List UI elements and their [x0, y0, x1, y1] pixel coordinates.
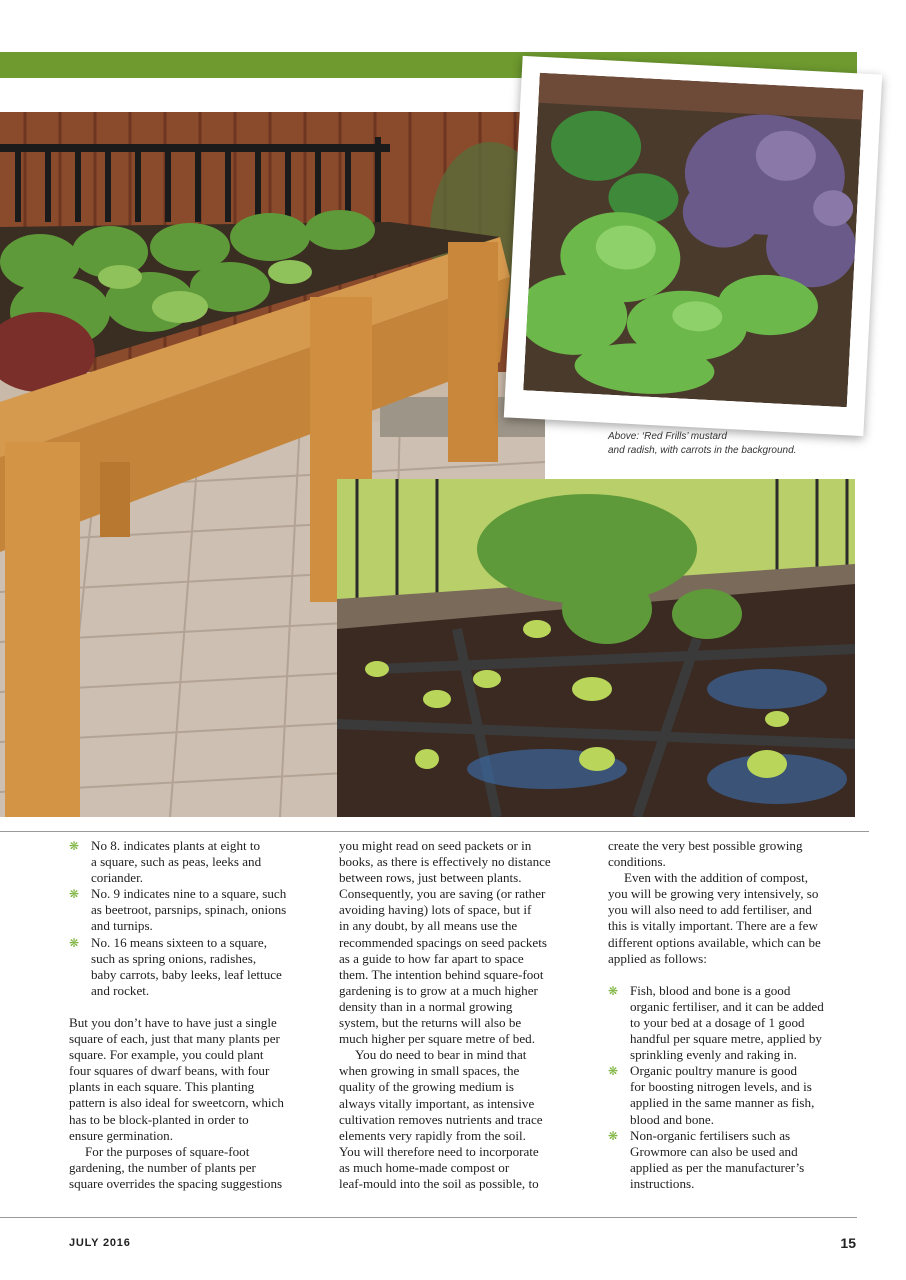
- text-line: system, but the returns will also be: [339, 1015, 522, 1031]
- photo-caption: [608, 430, 848, 458]
- text-line: this is vitally important. There are a few: [608, 918, 818, 934]
- text-line: you might read on seed packets or in: [339, 838, 532, 853]
- text-line: four squares of dwarf beans, with four: [69, 1063, 270, 1079]
- text-line: square of each, just that many plants per: [69, 1031, 280, 1047]
- text-line: No 8. indicates plants at eight to: [91, 838, 261, 853]
- asterisk-flower-icon: ❋: [69, 839, 80, 853]
- top-divider: [0, 831, 869, 832]
- bullet-item: [69, 935, 325, 999]
- paragraph: [339, 1047, 597, 1192]
- text-line: in any doubt, by all means use the: [339, 918, 518, 934]
- text-line: No. 16 means sixteen to a square,: [91, 934, 267, 950]
- text-line: Even with the addition of compost,: [624, 870, 809, 886]
- text-line: different options available, which can be: [608, 934, 821, 950]
- text-line: much higher per square metre of bed.: [339, 1031, 535, 1047]
- text-line: always vitally important, as intensive: [339, 1095, 535, 1111]
- text-line: has to be block-planted in order to: [69, 1111, 249, 1127]
- bullet-item: [608, 983, 860, 1063]
- text-line: coriander.: [91, 870, 143, 886]
- text-column-2: [339, 838, 597, 1192]
- caption-line: Above: ‘Red Frills’ mustard: [608, 431, 727, 442]
- text-line: density than in a normal growing: [339, 998, 513, 1014]
- asterisk-flower-icon: ❋: [69, 887, 80, 902]
- text-line: you will be growing very intensively, so: [608, 886, 819, 902]
- text-line: square. For example, you could plant: [69, 1047, 264, 1063]
- bullet-item: [69, 886, 325, 934]
- text-column-3: [608, 838, 860, 1192]
- text-line: sprinkling evenly and raking in.: [630, 1047, 797, 1063]
- text-line: leaf-mould into the soil as possible, to: [339, 1175, 539, 1191]
- text-line: For the purposes of square-foot: [85, 1143, 250, 1159]
- text-line: as beetroot, parsnips, spinach, onions: [91, 902, 287, 918]
- text-line: Consequently, you are saving (or rather: [339, 886, 546, 902]
- text-line: when growing in small spaces, the: [339, 1063, 520, 1079]
- text-line: and turnips.: [91, 918, 153, 934]
- paragraph: [339, 838, 597, 1047]
- text-line: books, as there is effectively no distance: [339, 854, 551, 870]
- text-line: You do need to bear in mind that: [355, 1047, 527, 1063]
- text-line: baby carrots, baby leeks, leaf lettuce: [91, 966, 282, 982]
- text-line: applied as follows:: [608, 950, 707, 966]
- text-line: between rows, just between plants.: [339, 870, 522, 886]
- asterisk-flower-icon: ❋: [608, 1128, 619, 1143]
- issue-date: JULY 2016: [69, 1237, 131, 1249]
- text-line: gardening is to grow at a much higher: [339, 982, 538, 998]
- text-line: applied as per the manufacturer’s: [630, 1159, 805, 1175]
- text-line: Non-organic fertilisers such as: [630, 1127, 791, 1143]
- text-line: elements very rapidly from the soil.: [339, 1127, 526, 1143]
- text-line: Fish, blood and bone is a good: [630, 982, 791, 998]
- text-line: for boosting nitrogen levels, and is: [630, 1079, 812, 1095]
- text-line: organic fertiliser, and it can be added: [630, 998, 824, 1014]
- text-column-1: [69, 838, 325, 1192]
- text-line: as a guide to how far apart to space: [339, 950, 524, 966]
- paragraph: [69, 1015, 325, 1144]
- text-line: square overrides the spacing suggestions: [69, 1175, 283, 1191]
- text-line: blood and bone.: [630, 1111, 715, 1127]
- text-line: You will therefore need to incorporate: [339, 1143, 539, 1159]
- text-line: handful per square metre, applied by: [630, 1031, 822, 1047]
- text-line: No. 9 indicates nine to a square, such: [91, 886, 287, 902]
- text-line: Growmore can also be used and: [630, 1143, 798, 1159]
- text-line: plants in each square. This planting: [69, 1079, 255, 1095]
- square-foot-grid-photo: [337, 479, 855, 817]
- bullet-item: [608, 1128, 860, 1192]
- text-line: to your bed at a dosage of 1 good: [630, 1014, 805, 1030]
- text-line: such as spring onions, radishes,: [91, 950, 257, 966]
- paragraph: [608, 870, 860, 967]
- text-line: as much home-made compost or: [339, 1159, 510, 1175]
- bullet-item: [69, 838, 325, 886]
- text-line: applied in the same manner as fish,: [630, 1095, 815, 1111]
- text-line: avoiding having) lots of space, but if: [339, 902, 532, 918]
- text-line: quality of the growing medium is: [339, 1079, 514, 1095]
- bottom-divider: [0, 1217, 857, 1218]
- asterisk-flower-icon: ❋: [608, 983, 619, 998]
- page-number: 15: [840, 1235, 856, 1251]
- text-line: Organic poultry manure is good: [630, 1063, 798, 1079]
- asterisk-flower-icon: ❋: [608, 1064, 619, 1079]
- text-line: recommended spacings on seed packets: [339, 934, 547, 950]
- text-line: cultivation removes nutrients and trace: [339, 1111, 543, 1127]
- paragraph: [608, 838, 860, 870]
- text-line: ensure germination.: [69, 1127, 173, 1143]
- text-line: create the very best possible growing: [608, 838, 803, 853]
- text-line: and rocket.: [91, 982, 150, 998]
- text-line: conditions.: [608, 854, 666, 870]
- text-line: gardening, the number of plants per: [69, 1159, 256, 1175]
- text-line: a square, such as peas, leeks and: [91, 854, 262, 870]
- text-line: pattern is also ideal for sweetcorn, which: [69, 1095, 284, 1111]
- bullet-item: [608, 1063, 860, 1127]
- text-line: But you don’t have to have just a single: [69, 1014, 277, 1030]
- paragraph: [69, 1144, 325, 1192]
- polaroid-photo-frame: [504, 56, 882, 436]
- text-line: instructions.: [630, 1175, 695, 1191]
- text-line: you will also need to add fertiliser, and: [608, 902, 812, 918]
- text-line: them. The intention behind square-foot: [339, 966, 544, 982]
- asterisk-flower-icon: ❋: [69, 935, 80, 950]
- mustard-radish-photo: [523, 73, 863, 408]
- caption-line: and radish, with carrots in the background.: [608, 445, 797, 456]
